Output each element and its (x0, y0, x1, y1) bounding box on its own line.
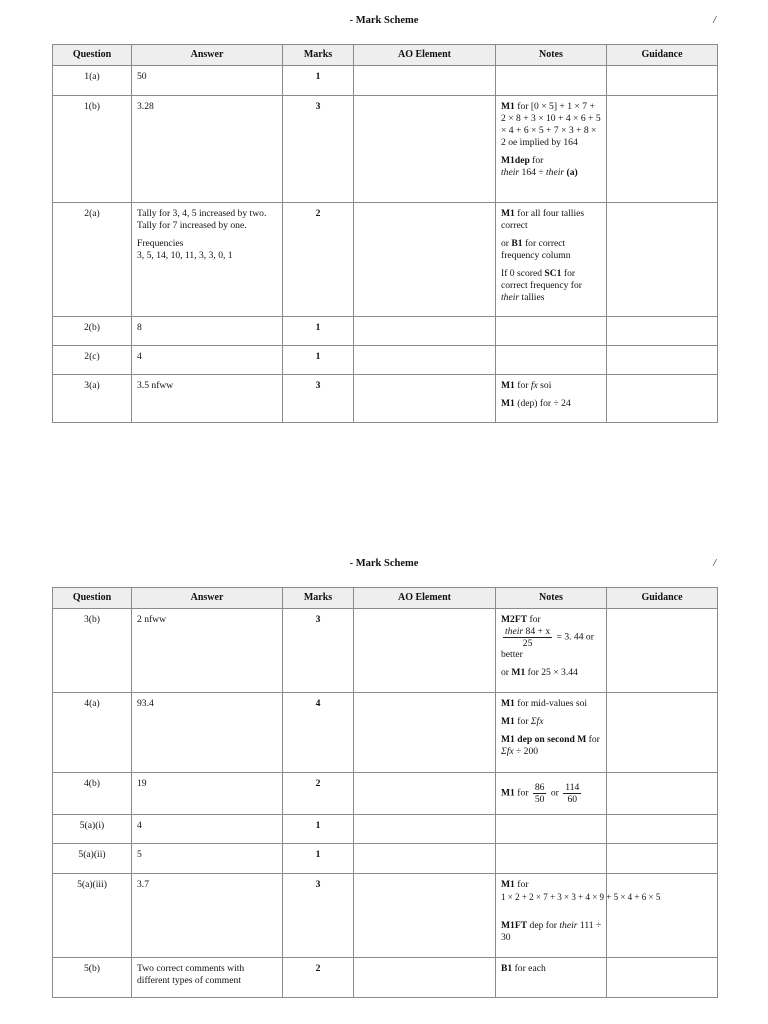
table-row (53, 844, 718, 874)
mark-scheme-table-1 (52, 44, 718, 423)
marks-cell: 3 (283, 96, 354, 203)
answer-cell: 5 (132, 844, 283, 874)
question-cell: 2(b) (53, 317, 132, 346)
question-cell: 5(a)(i) (53, 815, 132, 844)
question-cell: 1(a) (53, 66, 132, 96)
header-marks: Marks (283, 45, 354, 66)
note-m1: M1 for [0 × 5] + 1 × 7 + 2 × 8 + 3 × 10 + 4 × 6 + 5 × 4 + 6 × 5 + 7 × 3 + 8 × 2 oe implied by 164 (501, 101, 601, 148)
guidance-cell (607, 815, 718, 844)
note-m1: M1 for fx soi (501, 380, 552, 391)
answer-cell (132, 203, 283, 317)
notes-cell (496, 96, 607, 203)
header-marks: Marks (283, 588, 354, 609)
notes-cell (496, 693, 607, 773)
marks-cell: 3 (283, 874, 354, 958)
header-answer: Answer (132, 45, 283, 66)
table-row (53, 815, 718, 844)
answer-cell: 3.28 (132, 96, 283, 203)
answer-cell: 2 nfww (132, 609, 283, 693)
page2-title: - Mark Scheme (349, 558, 419, 569)
ao-cell (354, 317, 496, 346)
note-m1-sum: M1 for Σfx (501, 716, 544, 727)
question-cell: 5(b) (53, 958, 132, 998)
header-question: Question (53, 588, 132, 609)
note-m2ft: M2FT for $\frac{\text{their 84 + x}}{25}$ = 3. 44 or better (501, 614, 594, 660)
ao-cell (354, 66, 496, 96)
answer-line: Tally for 3, 4, 5 increased by two. Tally for 7 increased by one. (137, 208, 267, 231)
notes-cell (496, 844, 607, 874)
header-ao-element: AO Element (354, 588, 496, 609)
mark-scheme-table-2 (52, 587, 718, 998)
marks-cell: 2 (283, 203, 354, 317)
table-row (53, 773, 718, 815)
notes-cell (496, 203, 607, 317)
table-header-row (53, 45, 718, 66)
answer-cell: 8 (132, 317, 283, 346)
note-m1: M1 for all four tallies correct (501, 208, 585, 231)
answer-cell: 93.4 (132, 693, 283, 773)
guidance-cell (607, 375, 718, 423)
notes-cell: B1 for each (496, 958, 607, 998)
ao-cell (354, 844, 496, 874)
table-row (53, 346, 718, 375)
guidance-cell (607, 96, 718, 203)
note-sc1: If 0 scored SC1 for correct frequency for their tallies (501, 268, 582, 303)
header-notes: Notes (496, 588, 607, 609)
marks-cell: 3 (283, 609, 354, 693)
notes-cell (496, 874, 661, 958)
note-m1dep: M1dep for their 164 ÷ their (a) (501, 155, 578, 178)
page2-header (0, 558, 768, 574)
guidance-cell (607, 773, 718, 815)
page1-header (0, 15, 768, 31)
table-row (53, 958, 718, 998)
guidance-cell (607, 844, 718, 874)
note-m1: M1 for 1 × 2 + 2 × 7 + 3 × 3 + 4 × 9 + 5 × 4 + 6 × 5 (501, 879, 661, 902)
notes-cell: M1 for $\frac{86}{50}$ or $\frac{114}{60}$ (496, 773, 607, 815)
ao-cell (354, 609, 496, 693)
question-cell: 3(b) (53, 609, 132, 693)
question-cell: 2(c) (53, 346, 132, 375)
ao-cell (354, 203, 496, 317)
answer-cell: 3.5 nfww (132, 375, 283, 423)
note-m1-dep: M1 (dep) for ÷ 24 (501, 398, 571, 409)
marks-cell: 1 (283, 317, 354, 346)
question-cell: 2(a) (53, 203, 132, 317)
answer-cell: 4 (132, 346, 283, 375)
guidance-cell (607, 317, 718, 346)
question-cell: 4(b) (53, 773, 132, 815)
table-row (53, 203, 718, 317)
question-cell: 5(a)(ii) (53, 844, 132, 874)
guidance-cell (607, 203, 718, 317)
guidance-cell (607, 693, 718, 773)
fraction: $\frac{114}{60}$ (565, 782, 580, 805)
note-m1ft: M1FT dep for their 111 ÷ 30 (501, 920, 602, 943)
notes-cell (496, 317, 607, 346)
table-row (53, 874, 718, 958)
ao-cell (354, 96, 496, 203)
header-guidance: Guidance (607, 588, 718, 609)
notes-cell (496, 346, 607, 375)
guidance-cell (607, 66, 718, 96)
answer-cell: 19 (132, 773, 283, 815)
marks-cell: 1 (283, 844, 354, 874)
ao-cell (354, 815, 496, 844)
ao-cell (354, 375, 496, 423)
note-m1-dep: M1 dep on second M for Σfx ÷ 200 (501, 734, 600, 757)
ao-cell (354, 874, 496, 958)
marks-cell: 1 (283, 346, 354, 375)
guidance-cell (607, 609, 718, 693)
fraction: $\frac{86}{50}$ (534, 782, 545, 805)
question-cell: 5(a)(iii) (53, 874, 132, 958)
notes-cell (496, 375, 607, 423)
note-m1: or M1 for 25 × 3.44 (501, 667, 578, 678)
ao-cell (354, 693, 496, 773)
table-row (53, 375, 718, 423)
header-ao-element: AO Element (354, 45, 496, 66)
notes-cell (496, 66, 607, 96)
marks-cell: 2 (283, 773, 354, 815)
note-m1-mid: M1 for mid-values soi (501, 698, 588, 709)
marks-cell: 3 (283, 375, 354, 423)
header-answer: Answer (132, 588, 283, 609)
answer-cell: 50 (132, 66, 283, 96)
question-cell: 4(a) (53, 693, 132, 773)
note-b1: or B1 for correct frequency column (501, 238, 571, 261)
question-cell: 3(a) (53, 375, 132, 423)
page1-title: - Mark Scheme (349, 15, 419, 26)
table-row (53, 66, 718, 96)
guidance-cell (607, 874, 718, 958)
table-header-row (53, 588, 718, 609)
question-cell: 1(b) (53, 96, 132, 203)
ao-cell (354, 346, 496, 375)
ao-cell (354, 773, 496, 815)
guidance-cell (607, 346, 718, 375)
page1-slash: / (713, 15, 716, 26)
marks-cell: 2 (283, 958, 354, 998)
ao-cell (354, 958, 496, 998)
header-question: Question (53, 45, 132, 66)
marks-cell: 4 (283, 693, 354, 773)
page2-slash: / (713, 558, 716, 569)
marks-cell: 1 (283, 66, 354, 96)
notes-cell (496, 609, 607, 693)
header-guidance: Guidance (607, 45, 718, 66)
table-row (53, 609, 718, 693)
table-row (53, 693, 718, 773)
answer-line: Frequencies 3, 5, 14, 10, 11, 3, 3, 0, 1 (137, 238, 233, 261)
table-row (53, 317, 718, 346)
table-row (53, 96, 718, 203)
notes-cell (496, 815, 607, 844)
answer-cell: Two correct comments with different types of comment (132, 958, 283, 998)
header-notes: Notes (496, 45, 607, 66)
answer-cell: 4 (132, 815, 283, 844)
fraction: $\frac{\text{their 84 + x}}{25}$ (505, 626, 551, 649)
guidance-cell (607, 958, 718, 998)
marks-cell: 1 (283, 815, 354, 844)
answer-cell: 3.7 (132, 874, 283, 958)
